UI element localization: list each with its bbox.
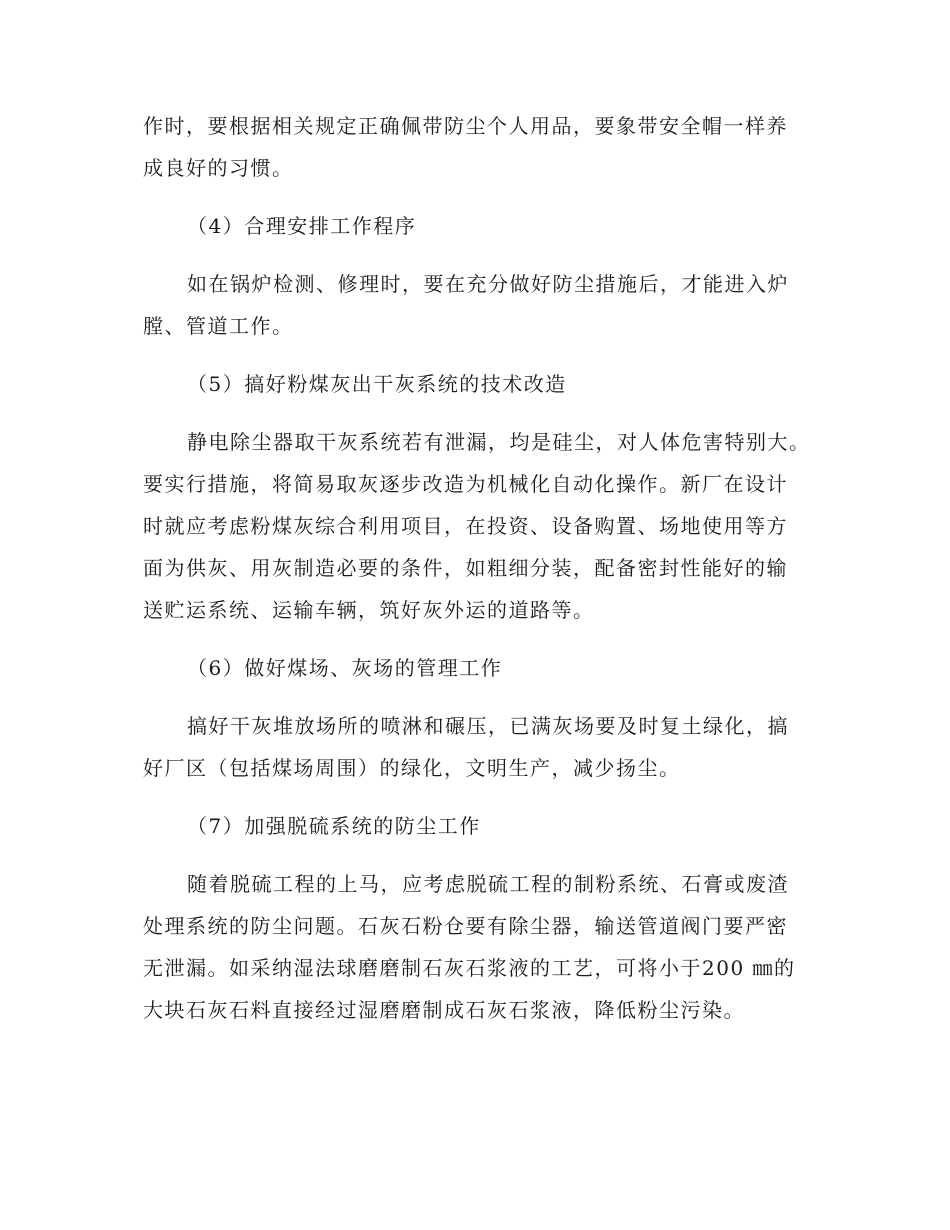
section-heading-6: （6）做好煤场、灰场的管理工作 xyxy=(187,656,503,680)
paragraph-line: 随着脱硫工程的上马，应考虑脱硫工程的制粉系统、石膏或废渣 xyxy=(187,872,789,896)
spacer xyxy=(143,789,808,805)
paragraph-line: 无泄漏。如采纳湿法球磨磨制石灰石浆液的工艺，可将小于200 ㎜的 xyxy=(143,956,796,980)
paragraph-line: 时就应考虑粉煤灰综合利用项目，在投资、设备购置、场地使用等方 xyxy=(143,514,788,538)
paragraph-boiler-inspection xyxy=(143,263,808,347)
paragraph-desulfurization xyxy=(143,863,808,1031)
paragraph-line: 处理系统的防尘问题。石灰石粉仓要有除尘器，输送管道阀门要严密 xyxy=(143,914,788,938)
paragraph-line: 作时，要根据相关规定正确佩带防尘个人用品，要象带安全帽一样养 xyxy=(143,114,788,138)
section-heading-7: （7）加强脱硫系统的防尘工作 xyxy=(187,814,481,838)
paragraph-line: 搞好干灰堆放场所的喷淋和碾压，已满灰场要及时复土绿化，搞 xyxy=(187,714,789,738)
section-heading-4: （4）合理安排工作程序 xyxy=(187,214,417,238)
spacer xyxy=(143,689,808,705)
paragraph-coal-ash-yard xyxy=(143,705,808,789)
spacer xyxy=(143,405,808,421)
paragraph-line: 送贮运系统、运输车辆，筑好灰外运的道路等。 xyxy=(143,598,595,622)
spacer xyxy=(143,631,808,647)
paragraph-line: 面为供灰、用灰制造必要的条件，如粗细分装，配备密封性能好的输 xyxy=(143,556,788,580)
paragraph-line: 成良好的习惯。 xyxy=(143,156,294,180)
paragraph-dry-ash-system xyxy=(143,421,811,631)
spacer xyxy=(143,847,808,863)
paragraph-line: 膛、管道工作。 xyxy=(143,314,294,338)
paragraph-line: 如在锅炉检测、修理时，要在充分做好防尘措施后，才能进入炉 xyxy=(187,272,789,296)
document-body xyxy=(143,105,811,1031)
paragraph-line: 好厂区（包括煤场周围）的绿化，文明生产，减少扬尘。 xyxy=(143,756,681,780)
section-heading-5: （5）搞好粉煤灰出干灰系统的技术改造 xyxy=(187,372,567,396)
spacer xyxy=(143,347,808,363)
spacer xyxy=(143,247,808,263)
paragraph-line: 要实行措施，将简易取灰逐步改造为机械化自动化操作。新厂在设计 xyxy=(143,472,788,496)
spacer xyxy=(143,189,808,205)
paragraph-protective-equipment xyxy=(143,105,808,189)
paragraph-line: 大块石灰石料直接经过湿磨磨制成石灰石浆液，降低粉尘污染。 xyxy=(143,998,745,1022)
paragraph-line: 静电除尘器取干灰系统若有泄漏，均是硅尘，对人体危害特别大。 xyxy=(187,430,811,454)
